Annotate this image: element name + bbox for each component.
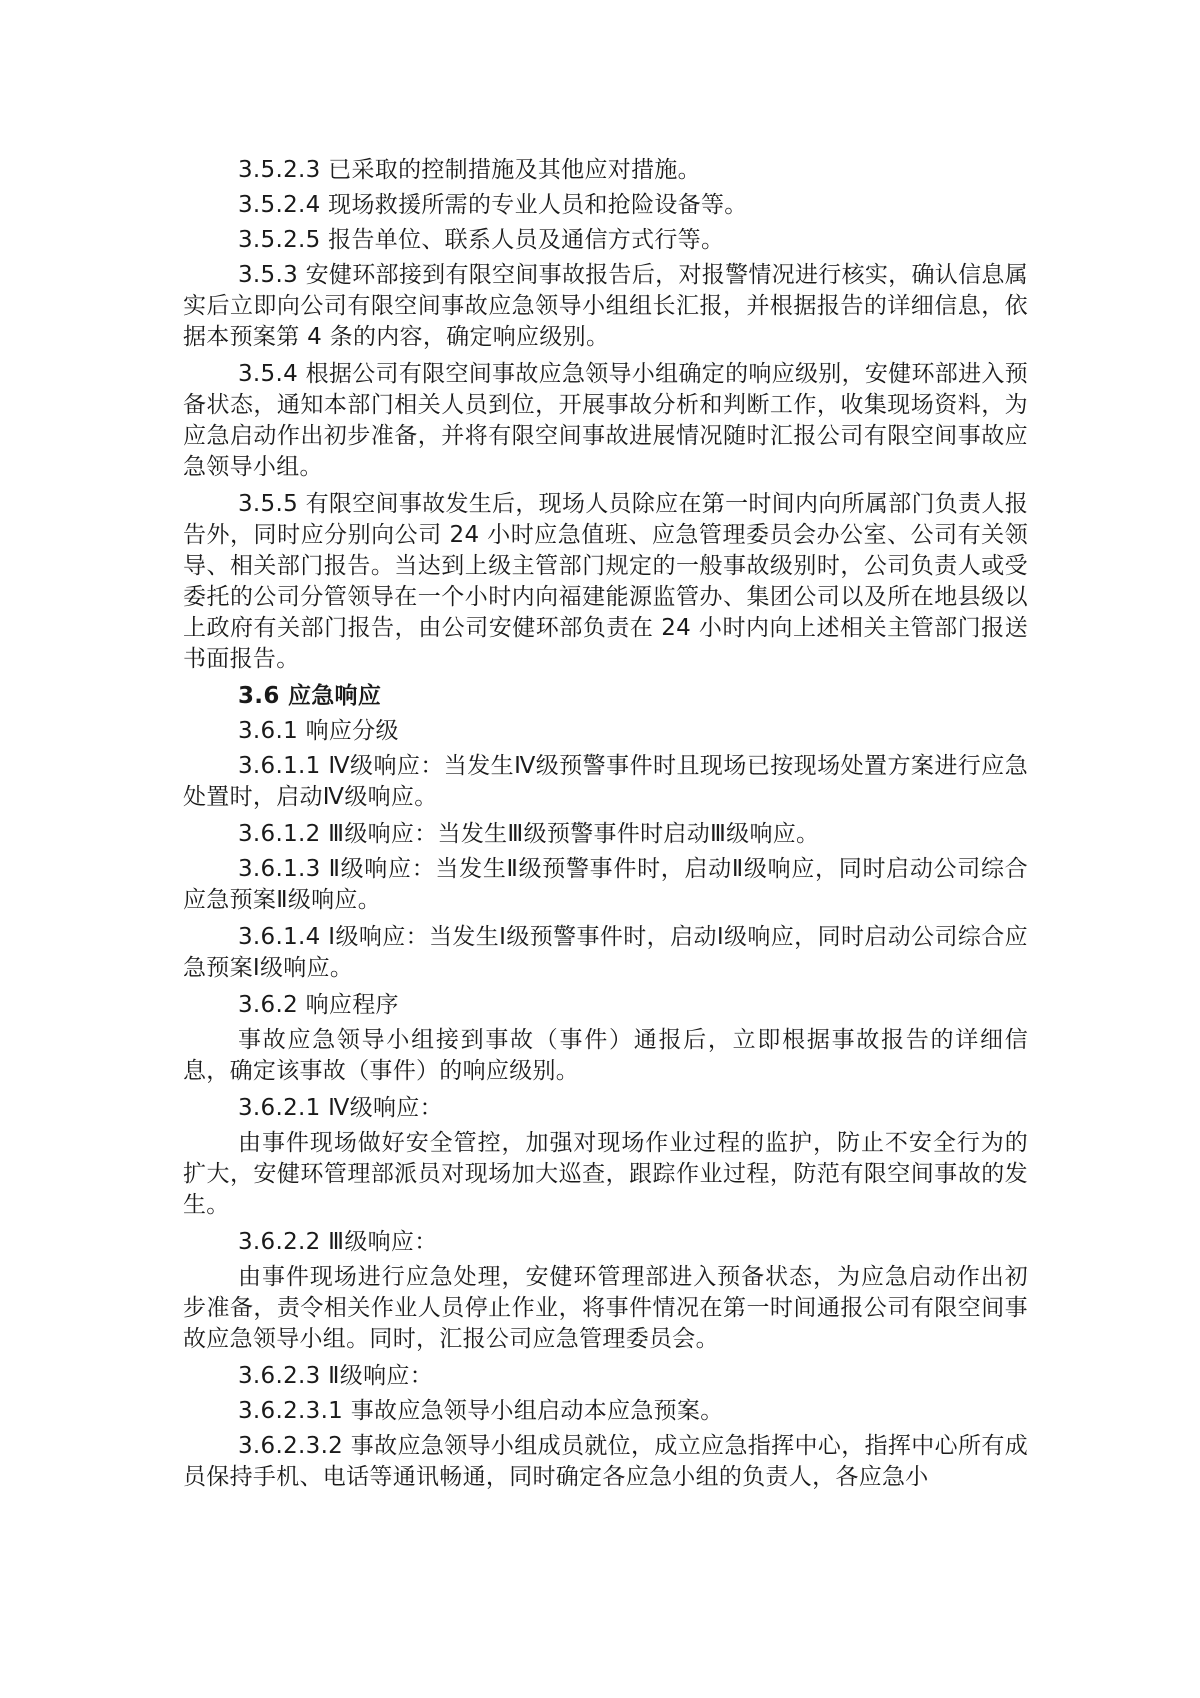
subheading-3-6-2-1: 3.6.2.1 Ⅳ级响应： [238,1095,443,1121]
paragraph-3-6-2-3-2: 3.6.2.3.2 事故应急领导小组成员就位，成立应急指挥中心，指挥中心所有成员保持手机、电话等通讯畅通，同时确定各应急小组的负责人，各应急小 [183,1433,1028,1490]
subheading-3-6-2-3: 3.6.2.3 Ⅱ级响应： [238,1363,433,1389]
paragraph-3-5-4: 3.5.4 根据公司有限空间事故应急领导小组确定的响应级别，安健环部进入预备状态，通知本部门相关人员到位，开展事故分析和判断工作，收集现场资料，为应急启动作出初步准备，并将有限空间事故进展情况随时汇报公司有限空间事故应急领导小组。 [183,361,1028,480]
document-body [183,155,1028,1499]
paragraph-3-5-5: 3.5.5 有限空间事故发生后，现场人员除应在第一时间内向所属部门负责人报告外，同时应分别向公司 24 小时应急值班、应急管理委员会办公室、公司有关领导、相关部门报告。当达到上级主管部门规定的一般事故级别时，公司负责人或受委托的公司分管领导在一个小时内向福建能源监管办、集团公司以及所在地县级以上政府有关部门报告，由公司安健环部负责在 24 小时内向上述相关主管部门报送书面报告。 [183,491,1028,672]
section-heading-3-6: 3.6 应急响应 [238,683,382,709]
paragraph-3-6-2-3-1: 3.6.2.3.1 事故应急领导小组启动本应急预案。 [238,1398,724,1424]
paragraph-response-procedure: 事故应急领导小组接到事故（事件）通报后，立即根据事故报告的详细信息，确定该事故（事件）的响应级别。 [183,1027,1028,1084]
paragraph-3-6-1-3: 3.6.1.3 Ⅱ级响应：当发生Ⅱ级预警事件时，启动Ⅱ级响应，同时启动公司综合应急预案Ⅱ级响应。 [183,856,1028,913]
paragraph-3-5-2-3: 3.5.2.3 已采取的控制措施及其他应对措施。 [238,157,701,183]
paragraph-3-6-1-1: 3.6.1.1 Ⅳ级响应：当发生Ⅳ级预警事件时且现场已按现场处置方案进行应急处置时，启动Ⅳ级响应。 [183,753,1028,810]
subheading-3-6-2-2: 3.6.2.2 Ⅲ级响应： [238,1229,438,1255]
subheading-3-6-1: 3.6.1 响应分级 [238,718,399,744]
paragraph-3-6-1-2: 3.6.1.2 Ⅲ级响应：当发生Ⅲ级预警事件时启动Ⅲ级响应。 [238,821,820,847]
paragraph-3-5-2-4: 3.5.2.4 现场救援所需的专业人员和抢险设备等。 [238,192,748,218]
paragraph-level-4-response: 由事件现场做好安全管控，加强对现场作业过程的监护，防止不安全行为的扩大，安健环管理部派员对现场加大巡查，跟踪作业过程，防范有限空间事故的发生。 [183,1130,1028,1218]
subheading-3-6-2: 3.6.2 响应程序 [238,992,399,1018]
paragraph-3-5-2-5: 3.5.2.5 报告单位、联系人员及通信方式行等。 [238,227,725,253]
paragraph-3-6-1-4: 3.6.1.4 Ⅰ级响应：当发生Ⅰ级预警事件时，启动Ⅰ级响应，同时启动公司综合应急预案Ⅰ级响应。 [183,924,1028,981]
paragraph-3-5-3: 3.5.3 安健环部接到有限空间事故报告后，对报警情况进行核实，确认信息属实后立即向公司有限空间事故应急领导小组组长汇报，并根据报告的详细信息，依据本预案第 4 条的内容，确定响应级别。 [183,262,1028,350]
paragraph-level-3-response: 由事件现场进行应急处理，安健环管理部进入预备状态，为应急启动作出初步准备，责令相关作业人员停止作业，将事件情况在第一时间通报公司有限空间事故应急领导小组。同时，汇报公司应急管理委员会。 [183,1264,1028,1352]
